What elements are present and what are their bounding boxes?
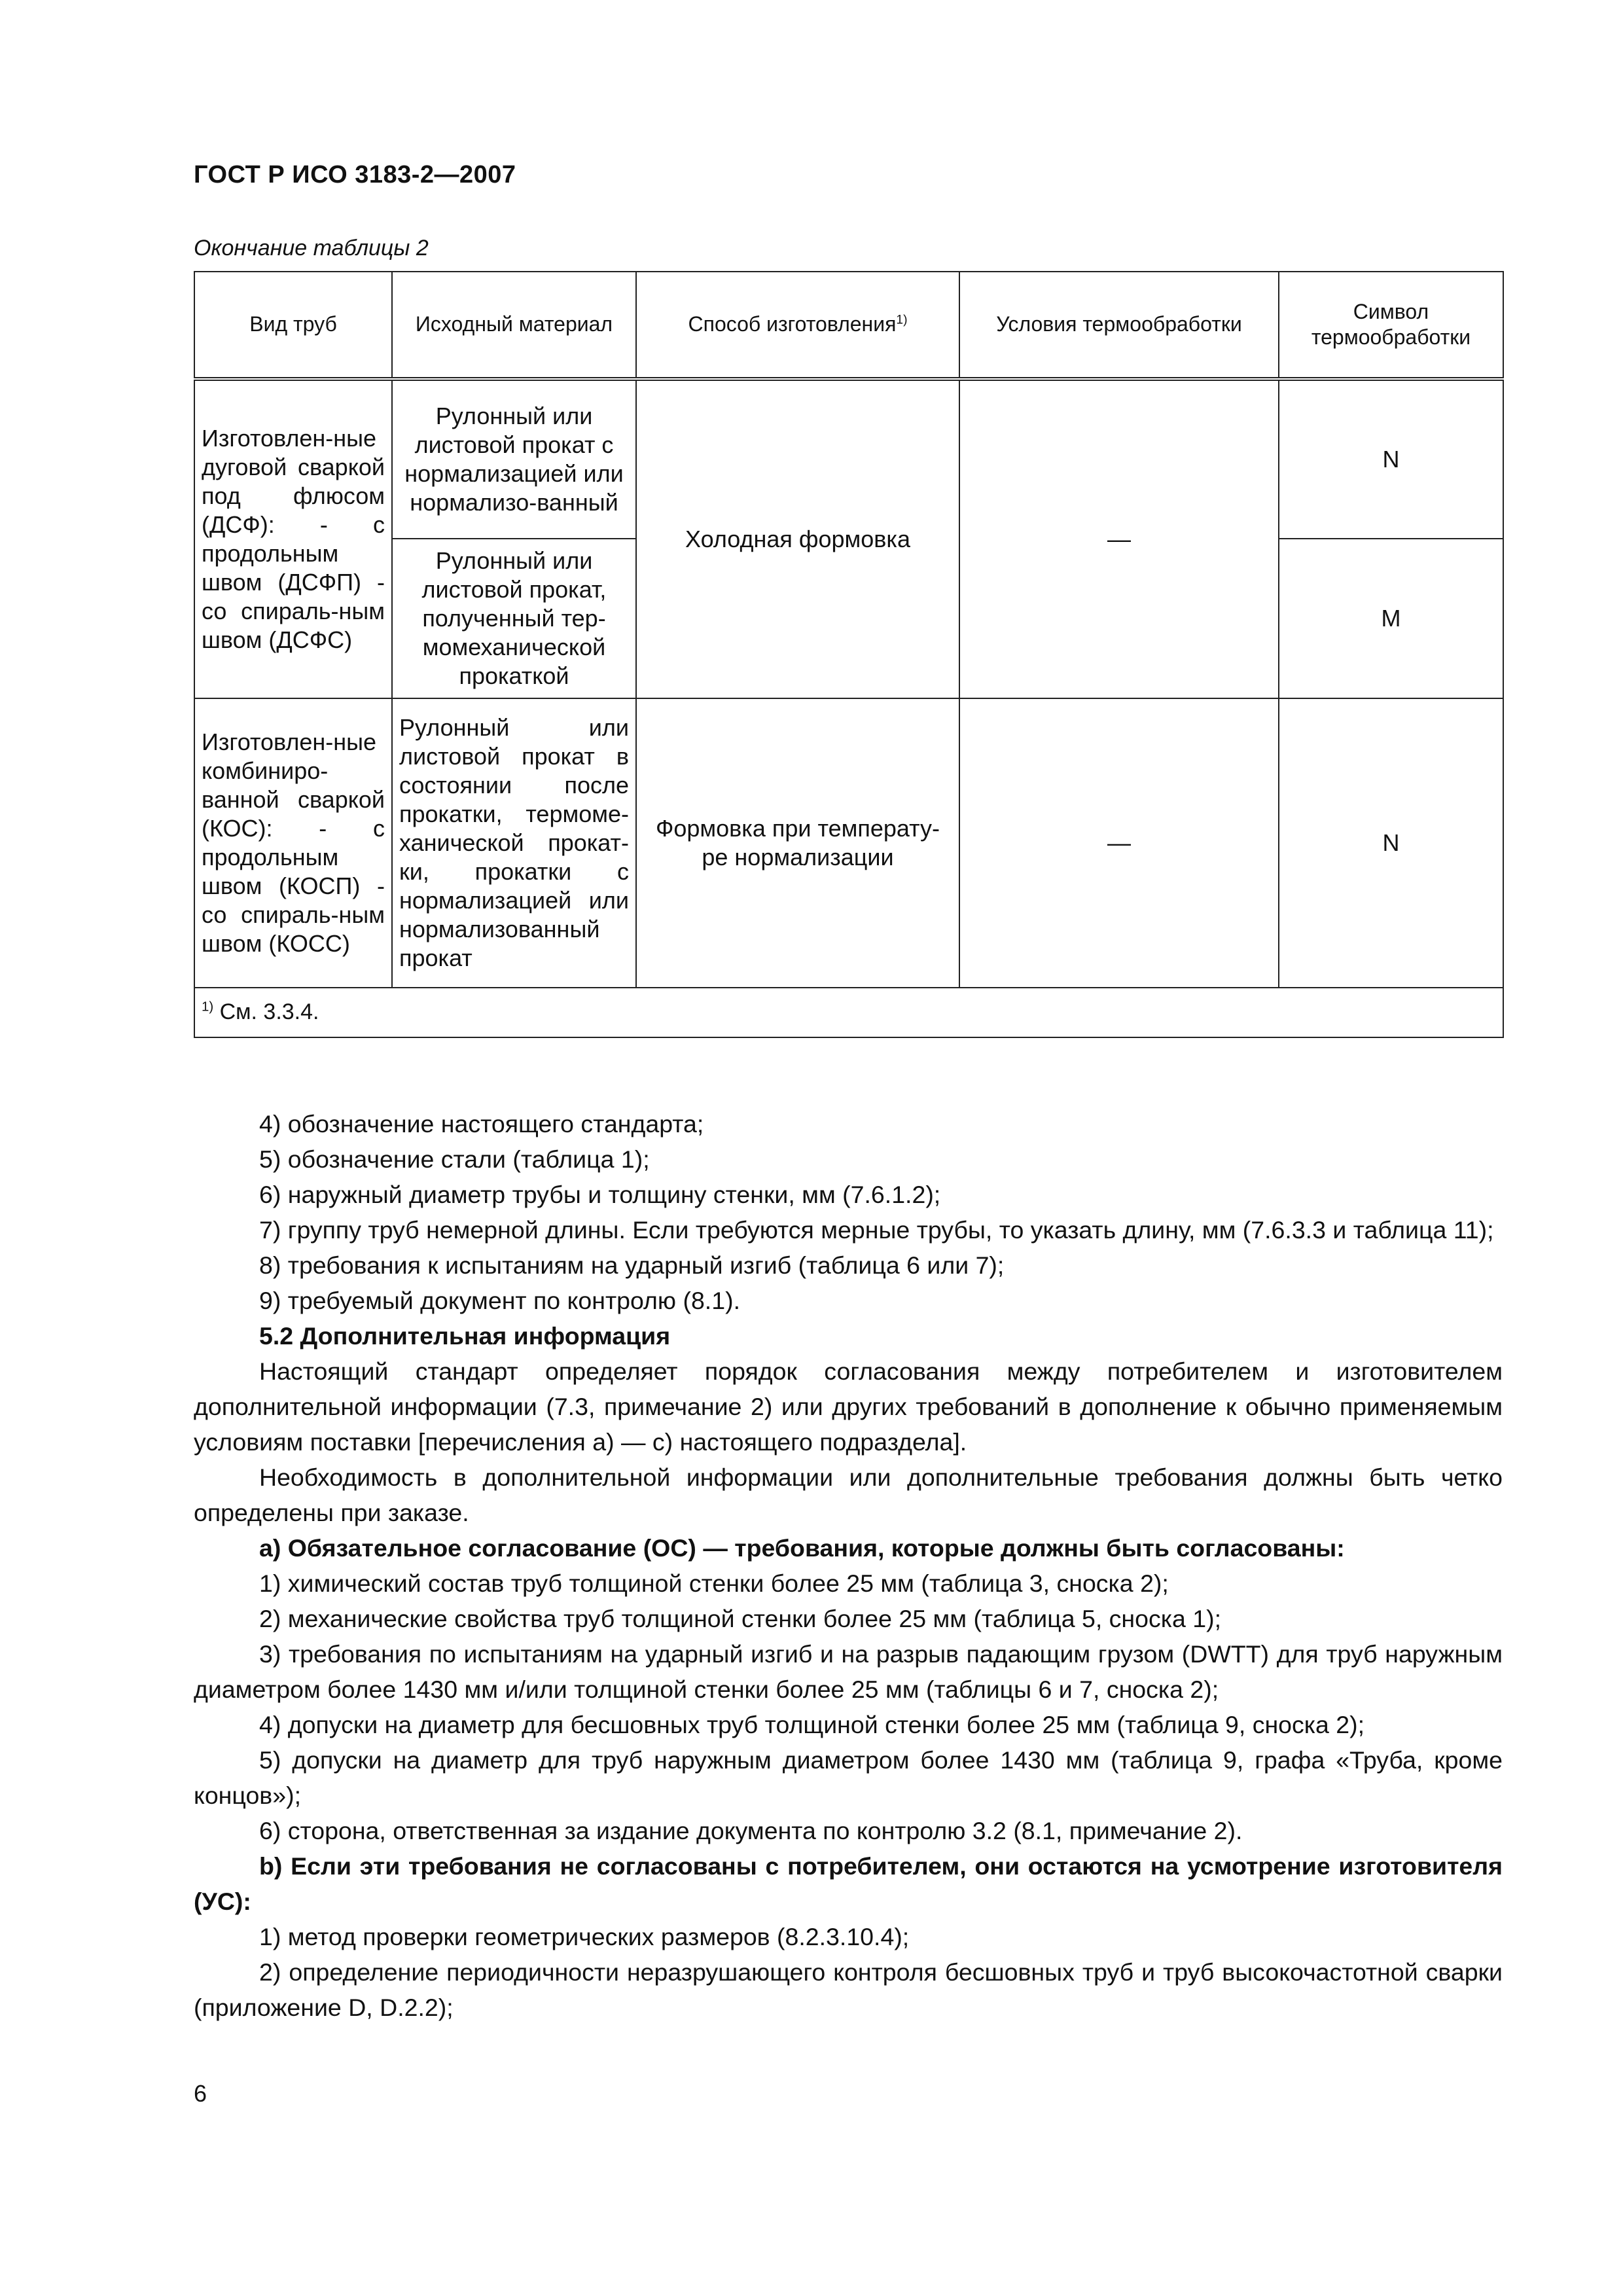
table-row xyxy=(194,379,1503,539)
table-caption: Окончание таблицы 2 xyxy=(194,236,429,260)
page-number: 6 xyxy=(194,2080,207,2107)
list-item: 1) химический состав труб толщиной стенки более 25 мм (таблица 3, сноска 2); xyxy=(259,1570,1169,1597)
list-item: 6) сторона, ответственная за издание документа по контролю 3.2 (8.1, примечание 2). xyxy=(259,1817,1243,1844)
list-item: 8) требования к испытаниям на ударный изгиб (таблица 6 или 7); xyxy=(259,1251,1005,1279)
list-item: 1) метод проверки геометрических размеров (8.2.3.10.4); xyxy=(259,1923,910,1950)
material-cell: Рулонный или листовой прокат, полученный тер-момеханической прокаткой xyxy=(392,539,636,698)
header-manufacturing-method xyxy=(636,272,959,379)
list-item: 2) механические свойства труб толщиной стенки более 25 мм (таблица 5, сноска 1); xyxy=(259,1605,1221,1632)
pipe-type-cell: Изготовлен-ные дуговой сваркой под флюсом (ДСФ): - с продольным швом (ДСФП) - со спираль-ным швом (ДСФС) xyxy=(194,379,392,698)
list-item: 2) определение периодичности неразрушающего контроля бесшовных труб и труб высокочастотной сварки (приложение D, D.2.2); xyxy=(194,1958,1503,2021)
list-item: 3) требования по испытаниям на ударный изгиб и на разрыв падающим грузом (DWTT) для труб наружным диаметром более 1430 мм и/или толщиной стенки более 25 мм (таблицы 6 и 7, сноска 2); xyxy=(194,1640,1503,1703)
header-source-material: Исходный материал xyxy=(392,272,636,379)
conditions-cell: — xyxy=(959,698,1279,988)
symbol-cell: M xyxy=(1279,539,1503,698)
symbol-cell: N xyxy=(1279,698,1503,988)
pipe-type-cell: Изготовлен-ные комбиниро-ванной сваркой (КОС): - с продольным швом (КОСП) - со спираль-ным швом (КОСС) xyxy=(194,698,392,988)
list-item: 6) наружный диаметр трубы и толщину стенки, мм (7.6.1.2); xyxy=(259,1181,941,1208)
method-cell: Холодная формовка xyxy=(636,379,959,698)
material-cell: Рулонный или листовой прокат с нормализацией или нормализо-ванный xyxy=(392,379,636,539)
heat-treatment-table xyxy=(194,271,1504,1038)
conditions-cell: — xyxy=(959,379,1279,698)
method-cell: Формовка при температу-ре нормализации xyxy=(636,698,959,988)
subsection-heading: b) Если эти требования не согласованы с потребителем, они остаются на усмотрение изготовителя (УС): xyxy=(194,1852,1503,1915)
header-pipe-type: Вид труб xyxy=(194,272,392,379)
footnote-text: См. 3.3.4. xyxy=(219,999,319,1025)
material-cell: Рулонный или листовой прокат в состоянии после прокатки, термоме-ханической прокат-ки, прокатки с нормализацией или нормализованный прокат xyxy=(392,698,636,988)
table-footnote xyxy=(194,988,1503,1037)
subsection-heading: a) Обязательное согласование (ОС) — требования, которые должны быть согласованы: xyxy=(259,1534,1345,1562)
table-footnote-row xyxy=(194,988,1503,1037)
section-heading: 5.2 Дополнительная информация xyxy=(259,1322,671,1350)
list-item: 9) требуемый документ по контролю (8.1). xyxy=(259,1287,740,1314)
list-item: 5) допуски на диаметр для труб наружным диаметром более 1430 мм (таблица 9, графа «Труба, кроме концов»); xyxy=(194,1746,1503,1809)
header-heat-conditions: Условия термообработки xyxy=(959,272,1279,379)
header-method-label: Способ изготовления xyxy=(688,312,897,336)
table-header-row xyxy=(194,272,1503,379)
footnote-ref: 1) xyxy=(896,313,908,327)
list-item: 5) обозначение стали (таблица 1); xyxy=(259,1145,650,1173)
table-row xyxy=(194,698,1503,988)
list-item: 4) допуски на диаметр для бесшовных труб толщиной стенки более 25 мм (таблица 9, сноска 2); xyxy=(259,1711,1365,1738)
symbol-cell: N xyxy=(1279,379,1503,539)
body-text xyxy=(194,1106,1503,2025)
document-header: ГОСТ Р ИСО 3183-2—2007 xyxy=(194,161,516,188)
paragraph: Необходимость в дополнительной информации или дополнительные требования должны быть четко определены при заказе. xyxy=(194,1463,1503,1526)
paragraph: Настоящий стандарт определяет порядок согласования между потребителем и изготовителем дополнительной информации (7.3, примечание 2) или других требований в дополнение к обычно применяемым условиям поставки [перечисления а) — с) настоящего подраздела]. xyxy=(194,1357,1503,1456)
list-item: 7) группу труб немерной длины. Если требуются мерные трубы, то указать длину, мм (7.6.3.3 и таблица 11); xyxy=(259,1216,1494,1244)
list-item: 4) обозначение настоящего стандарта; xyxy=(259,1110,704,1138)
header-heat-symbol: Символ термообработки xyxy=(1279,272,1503,379)
footnote-mark: 1) xyxy=(202,999,214,1014)
